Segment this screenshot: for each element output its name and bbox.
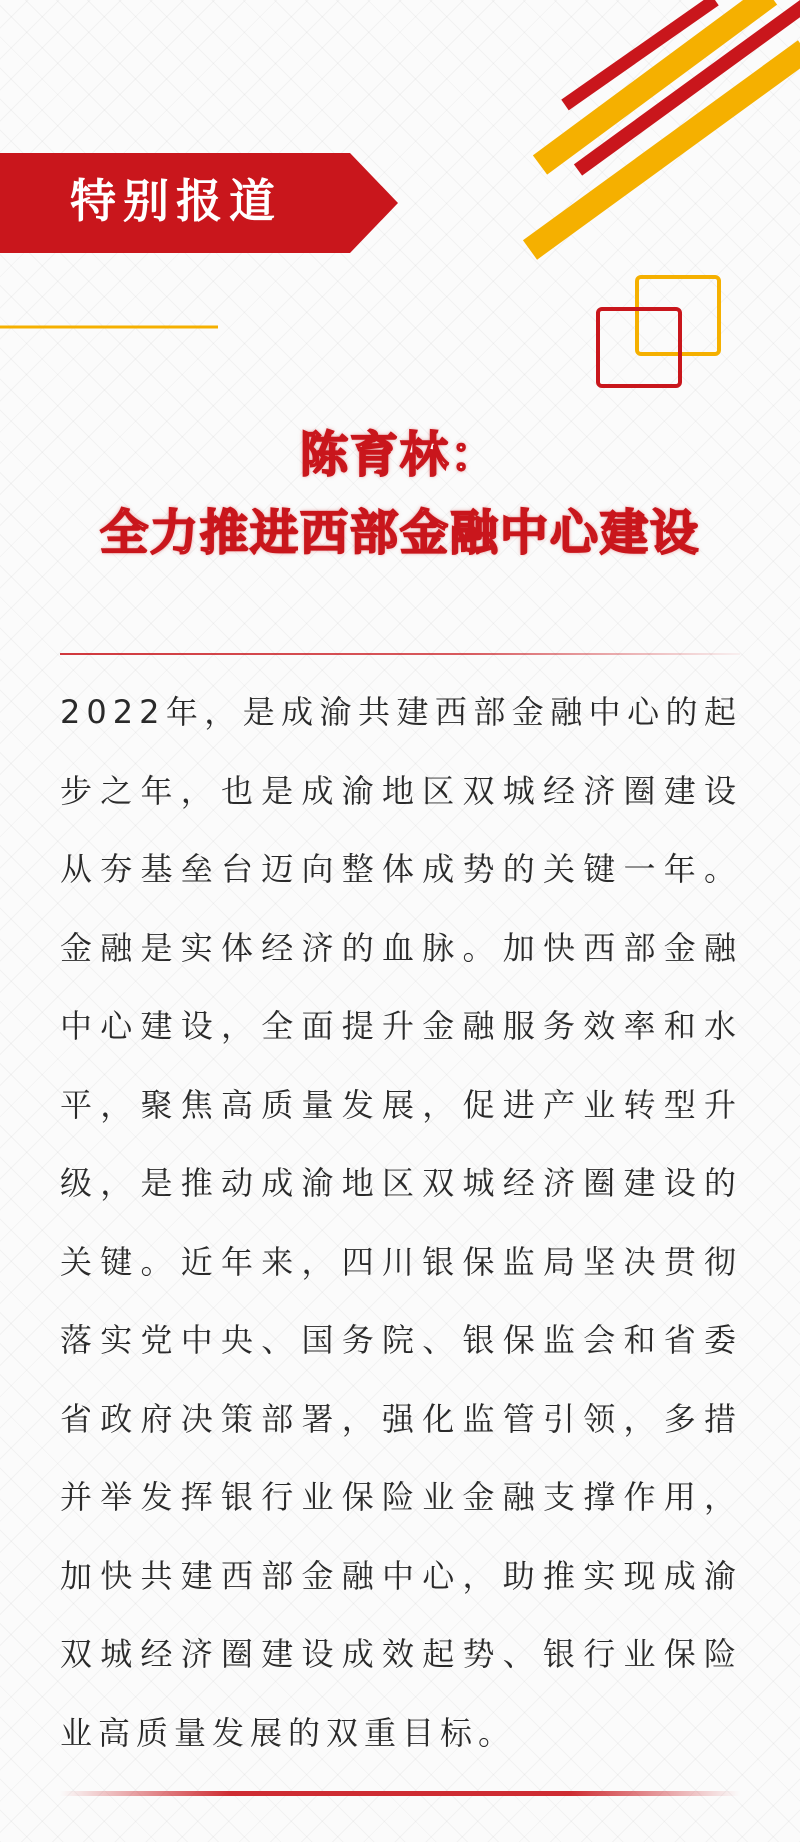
stripe-gold-upper [540, 0, 770, 165]
top-rule [60, 653, 740, 655]
article-body: 2022年，是成渝共建西部金融中心的起步之年，也是成渝地区双城经济圈建设从夯基垒台迈向整体成势的关键一年。金融是实体经济的血脉。加快西部金融中心建设，全面提升金融服务效率和水平，聚焦高质量发展，促进产业转型升级，是推动成渝地区双城经济圈建设的关键。近年来，四川银保监局坚决贯彻落实党中央、国务院、银保监会和省委省政府决策部署，强化监管引领，多措并举发挥银行业保险业金融支撑作用，加快共建西部金融中心，助推实现成渝双城经济圈建设成效起势、银行业保险业高质量发展的双重目标。 [60, 693, 742, 1752]
section-label: 特别报道 [70, 174, 282, 228]
headline-title: 全力推进西部金融中心建设 [99, 505, 700, 561]
bottom-rule [60, 1791, 740, 1796]
headline-name: 陈育林： [299, 427, 500, 483]
